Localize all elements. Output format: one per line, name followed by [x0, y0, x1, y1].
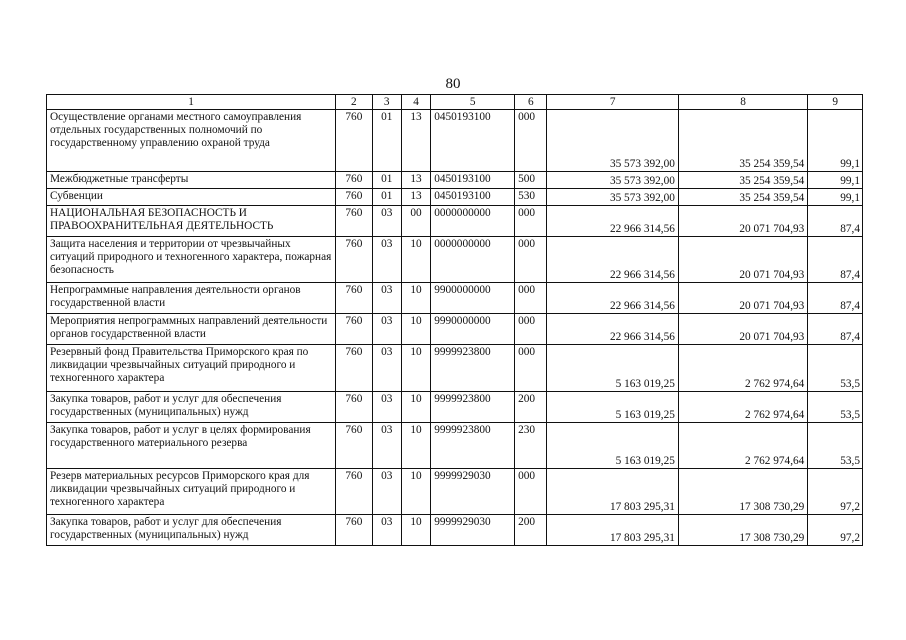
- executed-amount-cell: 35 254 359,54: [678, 189, 807, 206]
- subsection-cell: 00: [401, 206, 430, 237]
- table-row: [47, 392, 863, 423]
- planned-amount-cell: 35 573 392,00: [547, 172, 678, 189]
- executed-amount-cell: 35 254 359,54: [678, 110, 807, 172]
- subsection-cell: 13: [401, 172, 430, 189]
- item-name-cell: Субвенции: [47, 189, 336, 206]
- subsection-cell: 10: [401, 283, 430, 314]
- expense-type-cell: 200: [515, 515, 547, 546]
- executed-amount-cell: 20 071 704,93: [678, 314, 807, 345]
- item-name-cell: Непрограммные направления деятельности органов государственной власти: [47, 283, 336, 314]
- target-article-cell: 9999923800: [431, 423, 515, 469]
- executed-amount-cell: 20 071 704,93: [678, 206, 807, 237]
- subsection-cell: 10: [401, 515, 430, 546]
- target-article-cell: 0450193100: [431, 110, 515, 172]
- table-body: [47, 95, 863, 546]
- admin-code-cell: 760: [336, 283, 372, 314]
- admin-code-cell: 760: [336, 314, 372, 345]
- executed-amount-cell: 35 254 359,54: [678, 172, 807, 189]
- admin-code-cell: 760: [336, 469, 372, 515]
- section-cell: 03: [372, 392, 401, 423]
- expense-type-cell: 230: [515, 423, 547, 469]
- page-number: 80: [445, 76, 461, 92]
- target-article-cell: 9999929030: [431, 515, 515, 546]
- admin-code-cell: 760: [336, 189, 372, 206]
- target-article-cell: 9999923800: [431, 392, 515, 423]
- table-row: [47, 314, 863, 345]
- planned-amount-cell: 5 163 019,25: [547, 345, 678, 392]
- percent-cell: 53,5: [808, 423, 863, 469]
- percent-cell: 99,1: [808, 189, 863, 206]
- section-cell: 01: [372, 110, 401, 172]
- item-name-cell: Осуществление органами местного самоуправления отдельных государственных полномочий по государственному управлению охраной труда: [47, 110, 336, 172]
- section-cell: 03: [372, 206, 401, 237]
- table-row: [47, 423, 863, 469]
- executed-amount-cell: 17 308 730,29: [678, 515, 807, 546]
- subsection-cell: 10: [401, 392, 430, 423]
- section-cell: 03: [372, 345, 401, 392]
- subsection-cell: 10: [401, 237, 430, 283]
- table-row: [47, 189, 863, 206]
- section-cell: 03: [372, 515, 401, 546]
- header-cell: 5: [431, 95, 515, 110]
- section-cell: 03: [372, 423, 401, 469]
- subsection-cell: 13: [401, 189, 430, 206]
- percent-cell: 87,4: [808, 314, 863, 345]
- table-row: [47, 237, 863, 283]
- percent-cell: 53,5: [808, 392, 863, 423]
- percent-cell: 87,4: [808, 237, 863, 283]
- percent-cell: 99,1: [808, 172, 863, 189]
- table-row: [47, 345, 863, 392]
- planned-amount-cell: 22 966 314,56: [547, 237, 678, 283]
- header-cell: 2: [336, 95, 372, 110]
- section-cell: 03: [372, 314, 401, 345]
- executed-amount-cell: 2 762 974,64: [678, 392, 807, 423]
- executed-amount-cell: 20 071 704,93: [678, 283, 807, 314]
- expense-type-cell: 000: [515, 345, 547, 392]
- target-article-cell: 9999923800: [431, 345, 515, 392]
- target-article-cell: 9900000000: [431, 283, 515, 314]
- header-cell: 9: [808, 95, 863, 110]
- section-cell: 03: [372, 283, 401, 314]
- header-row: [47, 95, 863, 110]
- admin-code-cell: 760: [336, 345, 372, 392]
- table-row: [47, 110, 863, 172]
- planned-amount-cell: 5 163 019,25: [547, 392, 678, 423]
- item-name-cell: Межбюджетные трансферты: [47, 172, 336, 189]
- expense-type-cell: 500: [515, 172, 547, 189]
- expense-type-cell: 000: [515, 206, 547, 237]
- header-cell: 1: [47, 95, 336, 110]
- item-name-cell: Закупка товаров, работ и услуг для обеспечения государственных (муниципальных) нужд: [47, 515, 336, 546]
- section-cell: 01: [372, 189, 401, 206]
- target-article-cell: 0000000000: [431, 237, 515, 283]
- section-cell: 03: [372, 237, 401, 283]
- planned-amount-cell: 17 803 295,31: [547, 469, 678, 515]
- planned-amount-cell: 22 966 314,56: [547, 314, 678, 345]
- executed-amount-cell: 2 762 974,64: [678, 345, 807, 392]
- planned-amount-cell: 22 966 314,56: [547, 206, 678, 237]
- section-cell: 03: [372, 469, 401, 515]
- header-cell: 8: [678, 95, 807, 110]
- planned-amount-cell: 35 573 392,00: [547, 110, 678, 172]
- target-article-cell: 0450193100: [431, 172, 515, 189]
- target-article-cell: 9999929030: [431, 469, 515, 515]
- percent-cell: 87,4: [808, 206, 863, 237]
- percent-cell: 53,5: [808, 345, 863, 392]
- admin-code-cell: 760: [336, 237, 372, 283]
- section-cell: 01: [372, 172, 401, 189]
- expense-type-cell: 000: [515, 469, 547, 515]
- percent-cell: 97,2: [808, 515, 863, 546]
- subsection-cell: 10: [401, 469, 430, 515]
- planned-amount-cell: 17 803 295,31: [547, 515, 678, 546]
- header-cell: 3: [372, 95, 401, 110]
- executed-amount-cell: 2 762 974,64: [678, 423, 807, 469]
- item-name-cell: НАЦИОНАЛЬНАЯ БЕЗОПАСНОСТЬ И ПРАВООХРАНИТЕЛЬНАЯ ДЕЯТЕЛЬНОСТЬ: [47, 206, 336, 237]
- expense-type-cell: 200: [515, 392, 547, 423]
- expense-type-cell: 000: [515, 237, 547, 283]
- expense-type-cell: 000: [515, 110, 547, 172]
- planned-amount-cell: 35 573 392,00: [547, 189, 678, 206]
- header-cell: 6: [515, 95, 547, 110]
- planned-amount-cell: 5 163 019,25: [547, 423, 678, 469]
- percent-cell: 99,1: [808, 110, 863, 172]
- subsection-cell: 10: [401, 345, 430, 392]
- planned-amount-cell: 22 966 314,56: [547, 283, 678, 314]
- admin-code-cell: 760: [336, 110, 372, 172]
- admin-code-cell: 760: [336, 206, 372, 237]
- expense-type-cell: 530: [515, 189, 547, 206]
- admin-code-cell: 760: [336, 392, 372, 423]
- subsection-cell: 10: [401, 423, 430, 469]
- expense-type-cell: 000: [515, 314, 547, 345]
- admin-code-cell: 760: [336, 423, 372, 469]
- item-name-cell: Резерв материальных ресурсов Приморского края для ликвидации чрезвычайных ситуаций природного и техногенного характера: [47, 469, 336, 515]
- admin-code-cell: 760: [336, 172, 372, 189]
- admin-code-cell: 760: [336, 515, 372, 546]
- item-name-cell: Резервный фонд Правительства Приморского края по ликвидации чрезвычайных ситуаций природного и техногенного характера: [47, 345, 336, 392]
- target-article-cell: 0000000000: [431, 206, 515, 237]
- target-article-cell: 9990000000: [431, 314, 515, 345]
- item-name-cell: Закупка товаров, работ и услуг для обеспечения государственных (муниципальных) нужд: [47, 392, 336, 423]
- header-cell: 7: [547, 95, 678, 110]
- executed-amount-cell: 20 071 704,93: [678, 237, 807, 283]
- subsection-cell: 13: [401, 110, 430, 172]
- item-name-cell: Защита населения и территории от чрезвычайных ситуаций природного и техногенного характера, пожарная безопасность: [47, 237, 336, 283]
- item-name-cell: Мероприятия непрограммных направлений деятельности органов государственной власти: [47, 314, 336, 345]
- executed-amount-cell: 17 308 730,29: [678, 469, 807, 515]
- header-cell: 4: [401, 95, 430, 110]
- table-row: [47, 172, 863, 189]
- table-row: [47, 469, 863, 515]
- table-row: [47, 283, 863, 314]
- budget-table: [46, 94, 863, 546]
- target-article-cell: 0450193100: [431, 189, 515, 206]
- table-row: [47, 206, 863, 237]
- expense-type-cell: 000: [515, 283, 547, 314]
- item-name-cell: Закупка товаров, работ и услуг в целях формирования государственного материального резерва: [47, 423, 336, 469]
- percent-cell: 97,2: [808, 469, 863, 515]
- table-row: [47, 515, 863, 546]
- subsection-cell: 10: [401, 314, 430, 345]
- percent-cell: 87,4: [808, 283, 863, 314]
